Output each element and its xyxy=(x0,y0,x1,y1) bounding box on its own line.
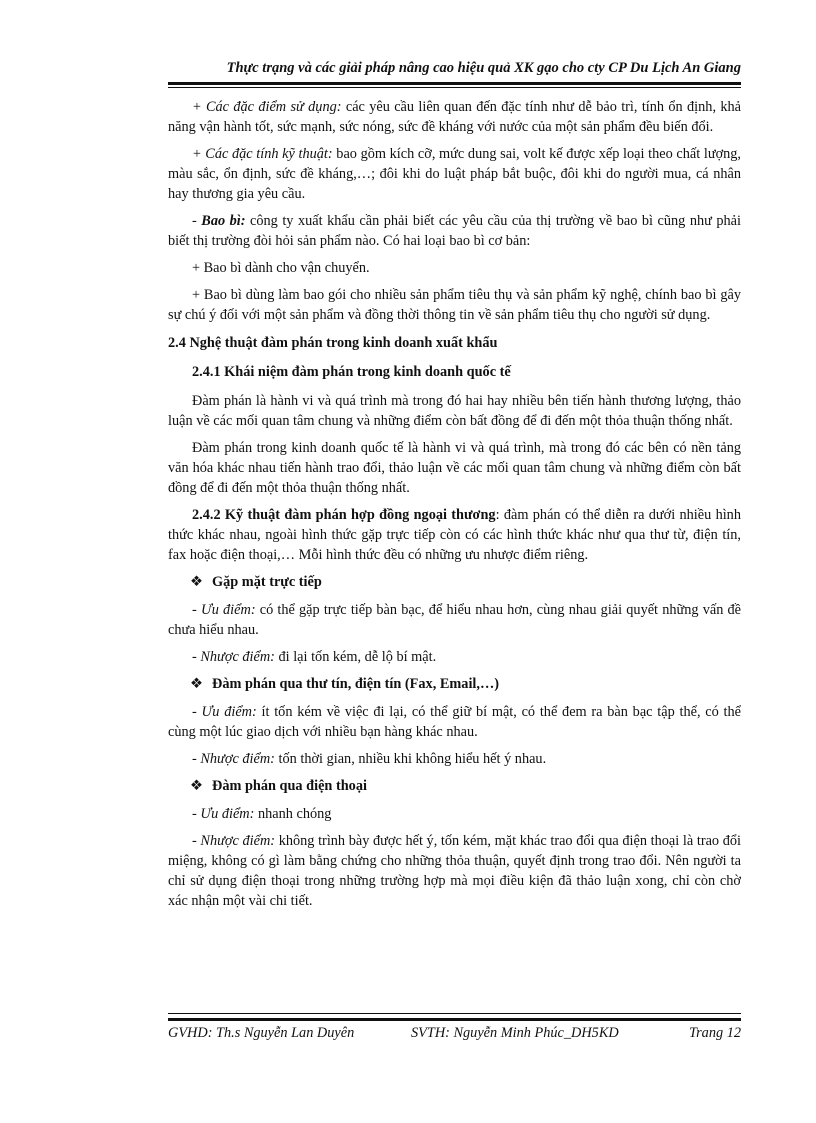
paragraph-mail-pros: - Ưu điểm: ít tốn kém về việc đi lại, có thể giữ bí mật, có thể đem ra bàn bạc tập thể, có thể cùng một lúc giao dịch với nhiều bạn hàng khác nhau. xyxy=(168,704,741,740)
paragraph-f2f-pros: - Ưu điểm: có thể gặp trực tiếp bàn bạc, để hiểu nhau hơn, cùng nhau giải quyết những vấn đề chưa hiểu nhau. xyxy=(168,602,741,638)
diamond-bullet-icon: ❖ xyxy=(190,574,203,590)
header-rule-thin xyxy=(168,87,741,88)
footer-page-number: Trang 12 xyxy=(688,1025,741,1041)
footer-student: SVTH: Nguyễn Minh Phúc_DH5KD xyxy=(411,1025,619,1041)
footer-rule-thick xyxy=(168,1018,741,1021)
paragraph-f2f-cons: - Nhược điểm: đi lại tốn kém, dễ lộ bí mật. xyxy=(192,649,437,665)
page-header: Thực trạng và các giải pháp nâng cao hiệu quả XK gạo cho cty CP Du Lịch An Giang xyxy=(226,60,741,76)
paragraph-transport-packaging: + Bao bì dành cho vận chuyển. xyxy=(192,260,370,276)
paragraph-consumer-packaging: + Bao bì dùng làm bao gói cho nhiều sản phẩm tiêu thụ và sản phẩm kỹ nghệ, chính bao bì gây sự chú ý đối với một sản phẩm và đồng thời thông tin về sản phẩm tiêu thụ cho người sử dụng. xyxy=(168,287,741,323)
footer-advisor: GVHD: Th.s Nguyễn Lan Duyên xyxy=(168,1025,355,1041)
header-rule-thick xyxy=(168,82,741,85)
diamond-bullet-icon: ❖ xyxy=(190,778,203,794)
section-heading-2-4-1: 2.4.1 Khái niệm đàm phán trong kinh doanh quốc tế xyxy=(192,364,511,380)
bullet-face-to-face: ❖ Gặp mặt trực tiếp xyxy=(190,574,322,590)
paragraph-phone-cons: - Nhược điểm: không trình bày được hết ý, tốn kém, mặt khác trao đổi qua điện thoại là trao đổi miệng, không có gì làm bằng chứng cho những thỏa thuận, quyết định trong trao đổi. Nên người ta chỉ sử dụng điện thoại trong những trường hợp mà mọi điều kiện đã thảo luận xong, chỉ còn chờ xác nhận một vài chi tiết. xyxy=(168,833,741,909)
paragraph-packaging: - Bao bì: công ty xuất khẩu cần phải biết các yêu cầu của thị trường về bao bì cũng như phải biết thị trường đòi hỏi sản phẩm nào. Có hai loại bao bì cơ bản: xyxy=(168,213,741,249)
bullet-phone: ❖ Đàm phán qua điện thoại xyxy=(190,778,367,794)
paragraph-international-negotiation: Đàm phán trong kinh doanh quốc tế là hành vi và quá trình, mà trong đó các bên có nền tảng văn hóa khác nhau tiến hành trao đổi, thảo luận về các mối quan tâm chung và những điểm còn bất đồng để đi đến một thỏa thuận thống nhất. xyxy=(168,440,741,496)
document-body xyxy=(168,97,741,918)
paragraph-technical: + Các đặc tính kỹ thuật: bao gồm kích cỡ, mức dung sai, volt kế được xếp loại theo chất lượng, màu sắc, ổn định, sức đề kháng,…; đôi khi do luật pháp bắt buộc, đôi khi do người mua, cá nhân hay thương gia yêu cầu. xyxy=(168,146,742,202)
footer-rule-thin xyxy=(168,1013,741,1014)
bullet-mail: ❖ Đàm phán qua thư tín, điện tín (Fax, Email,…) xyxy=(190,676,500,692)
diamond-bullet-icon: ❖ xyxy=(190,676,203,692)
paragraph-usage: + Các đặc điểm sử dụng: các yêu cầu liên quan đến đặc tính như dễ bảo trì, tính ổn định, khả năng vận hành tốt, sức mạnh, sức nóng, sức đề kháng với nước của một sản phẩm đều biến đổi. xyxy=(168,99,741,135)
paragraph-negotiation-definition: Đàm phán là hành vi và quá trình mà trong đó hai hay nhiều bên tiến hành thương lượng, thảo luận về các mối quan tâm chung và những điểm còn bất đồng để đi đến một thỏa thuận thống nhất. xyxy=(168,393,741,429)
paragraph-mail-cons: - Nhược điểm: tốn thời gian, nhiều khi không hiểu hết ý nhau. xyxy=(192,751,547,767)
section-heading-2-4: 2.4 Nghệ thuật đàm phán trong kinh doanh xuất khẩu xyxy=(168,335,498,351)
paragraph-phone-pros: - Ưu điểm: nhanh chóng xyxy=(192,806,332,822)
paragraph-2-4-2: 2.4.2 Kỹ thuật đàm phán hợp đồng ngoại thương: đàm phán có thể diễn ra dưới nhiều hình thức khác nhau, ngoài hình thức gặp trực tiếp còn có các hình thức khác như qua thư từ, điện tín, fax hoặc điện thoại,… Mỗi hình thức đều có những ưu nhược điểm riêng. xyxy=(168,507,741,563)
